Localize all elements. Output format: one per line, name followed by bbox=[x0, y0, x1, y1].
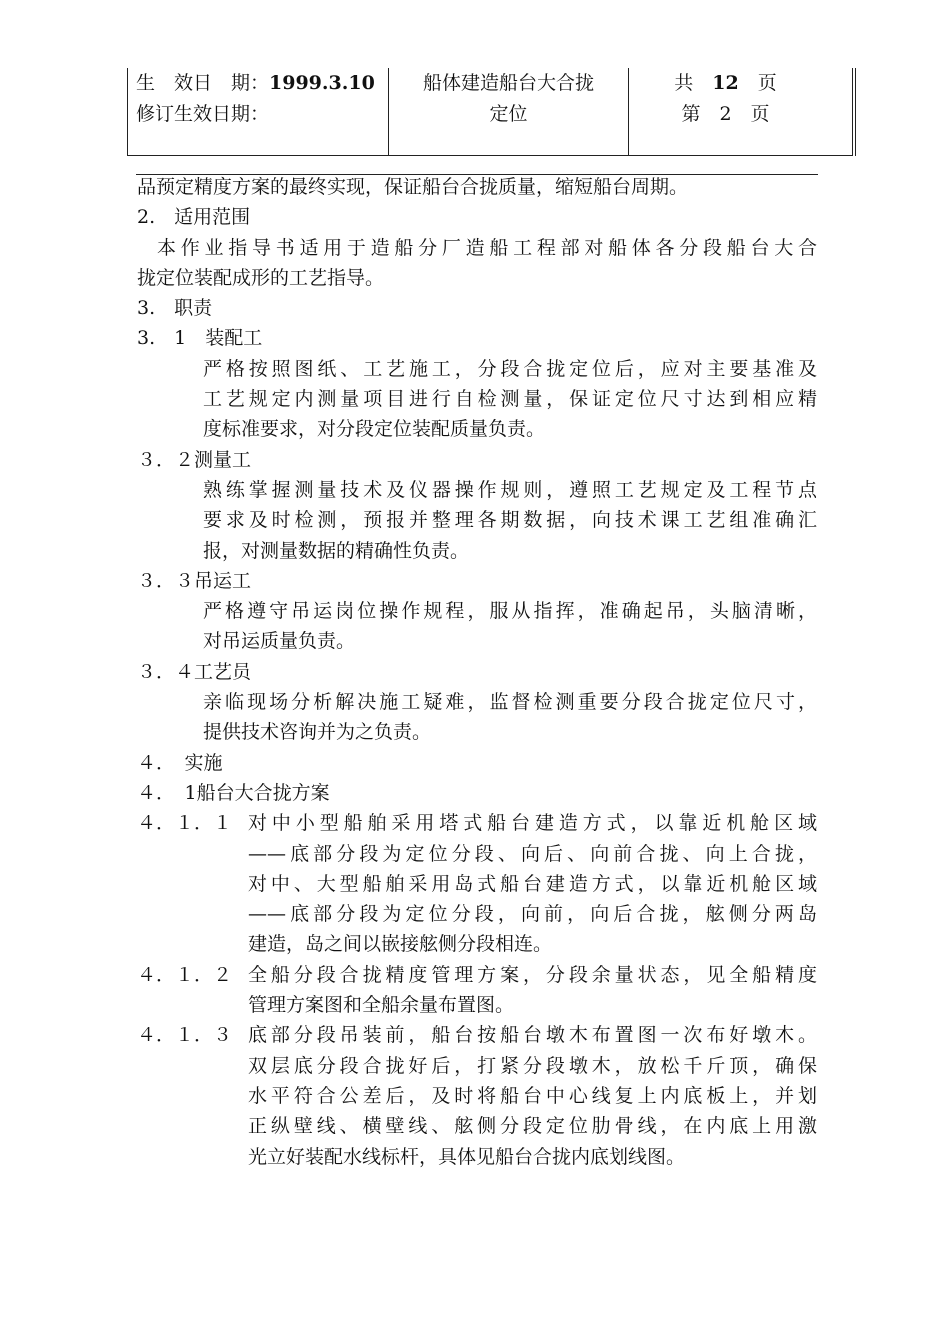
subsection-heading-crane-operator: ３．３吊运工 bbox=[137, 569, 252, 592]
text-line: 对中、大型船舶采用岛式船台建造方式，以靠近机舱区域 bbox=[248, 872, 817, 895]
total-pages-value: 12 bbox=[712, 72, 739, 94]
section-heading-scope: 2. 适用范围 bbox=[137, 206, 251, 229]
text-line: ——底部分段为定位分段，向前，向后合拢，舷侧分两岛 bbox=[248, 903, 817, 926]
effective-date-row bbox=[136, 68, 388, 99]
text-line: 熟练掌握测量技术及仪器操作规则，遵照工艺规定及工程节点 bbox=[203, 478, 817, 501]
page-number-suffix: 页 bbox=[731, 103, 770, 125]
item-number: ４．１．３ bbox=[137, 1024, 233, 1047]
text-line: 严格按照图纸、工艺施工，分段合拢定位后，应对主要基准及 bbox=[203, 357, 817, 380]
page-number-prefix: 第 bbox=[681, 103, 720, 125]
header-pages-cell bbox=[629, 68, 852, 155]
total-pages-prefix: 共 bbox=[674, 72, 713, 94]
document-title-line1: 船体建造船台大合拢 bbox=[422, 72, 594, 94]
section-heading-implementation: ４． 实施 bbox=[137, 751, 223, 774]
document-title-line2: 定位 bbox=[489, 103, 528, 125]
text-line: 建造，岛之间以嵌接舷侧分段相连。 bbox=[248, 933, 553, 956]
text-line: 管理方案图和全船余量布置图。 bbox=[248, 994, 515, 1017]
item-text: 全船分段合拢精度管理方案，分段余量状态，见全船精度 bbox=[248, 963, 817, 986]
page-number-value: 2 bbox=[719, 103, 732, 125]
text-line: 拢定位装配成形的工艺指导。 bbox=[137, 266, 385, 289]
text-line: 提供技术咨询并为之负责。 bbox=[203, 721, 432, 744]
text-line: 水平符合公差后，及时将船台中心线复上内底板上，并划 bbox=[248, 1084, 817, 1107]
text-line: 工艺规定内测量项目进行自检测量，保证定位尺寸达到相应精 bbox=[203, 388, 817, 411]
text-line: 报，对测量数据的精确性负责。 bbox=[203, 539, 470, 562]
item-text: 对中小型船舶采用塔式船台建造方式，以靠近机舱区域 bbox=[248, 812, 817, 835]
effective-date-label: 生 效日 期： bbox=[136, 72, 270, 94]
text-line: 度标准要求，对分段定位装配质量负责。 bbox=[203, 418, 546, 441]
subsection-heading-closure-plan: ４． 1船台大合拢方案 bbox=[137, 781, 330, 804]
item-text: 底部分段吊装前，船台按船台墩木布置图一次布好墩木。 bbox=[248, 1024, 817, 1047]
text-line: 对吊运质量负责。 bbox=[203, 630, 356, 653]
subsection-heading-surveyor: ３．２测量工 bbox=[137, 448, 252, 471]
text-line: 品预定精度方案的最终实现，保证船台合拢质量，缩短船台周期。 bbox=[137, 176, 689, 198]
text-line: 光立好装配水线标杆，具体见船台合拢内底划线图。 bbox=[248, 1145, 686, 1168]
total-pages-row bbox=[629, 68, 822, 99]
document-header-table bbox=[127, 68, 853, 156]
document-body bbox=[137, 172, 817, 1172]
header-dates-cell bbox=[128, 68, 389, 155]
text-line: 要求及时检测，预报并整理各期数据，向技术课工艺组准确汇 bbox=[203, 509, 817, 532]
item-number: ４．１．２ bbox=[137, 963, 233, 986]
section-heading-duties: 3. 职责 bbox=[137, 297, 213, 320]
total-pages-suffix: 页 bbox=[738, 72, 777, 94]
text-line: ——底部分段为定位分段、向后、向前合拢、向上合拢， bbox=[248, 842, 817, 865]
revised-date-label: 修订生效日期： bbox=[136, 103, 270, 125]
subsection-heading-assembler: 3. 1 装配工 bbox=[137, 327, 263, 350]
subsection-heading-process-engineer: ３．４工艺员 bbox=[137, 660, 252, 683]
header-title-cell bbox=[389, 68, 629, 155]
effective-date-value: 1999.3.10 bbox=[269, 72, 375, 94]
numbered-item-4-1-2 bbox=[137, 960, 817, 990]
text-line: 严格遵守吊运岗位操作规程，服从指挥，准确起吊，头脑清晰， bbox=[203, 600, 817, 623]
text-line: 正纵壁线、横壁线、舷侧分段定位肋骨线，在内底上用激 bbox=[248, 1115, 817, 1138]
text-line: 本作业指导书适用于造船分厂造船工程部对船体各分段船台大合 bbox=[157, 236, 817, 259]
page-number-row bbox=[629, 99, 822, 130]
text-line: 双层底分段合拢好后，打紧分段墩木，放松千斤顶，确保 bbox=[248, 1054, 817, 1077]
numbered-item-4-1-1 bbox=[137, 808, 817, 838]
numbered-item-4-1-3 bbox=[137, 1020, 817, 1050]
item-number: ４．１．１ bbox=[137, 812, 233, 835]
header-outer-border bbox=[855, 68, 856, 156]
text-line: 亲临现场分析解决施工疑难，监督检测重要分段合拢定位尺寸， bbox=[203, 691, 817, 714]
